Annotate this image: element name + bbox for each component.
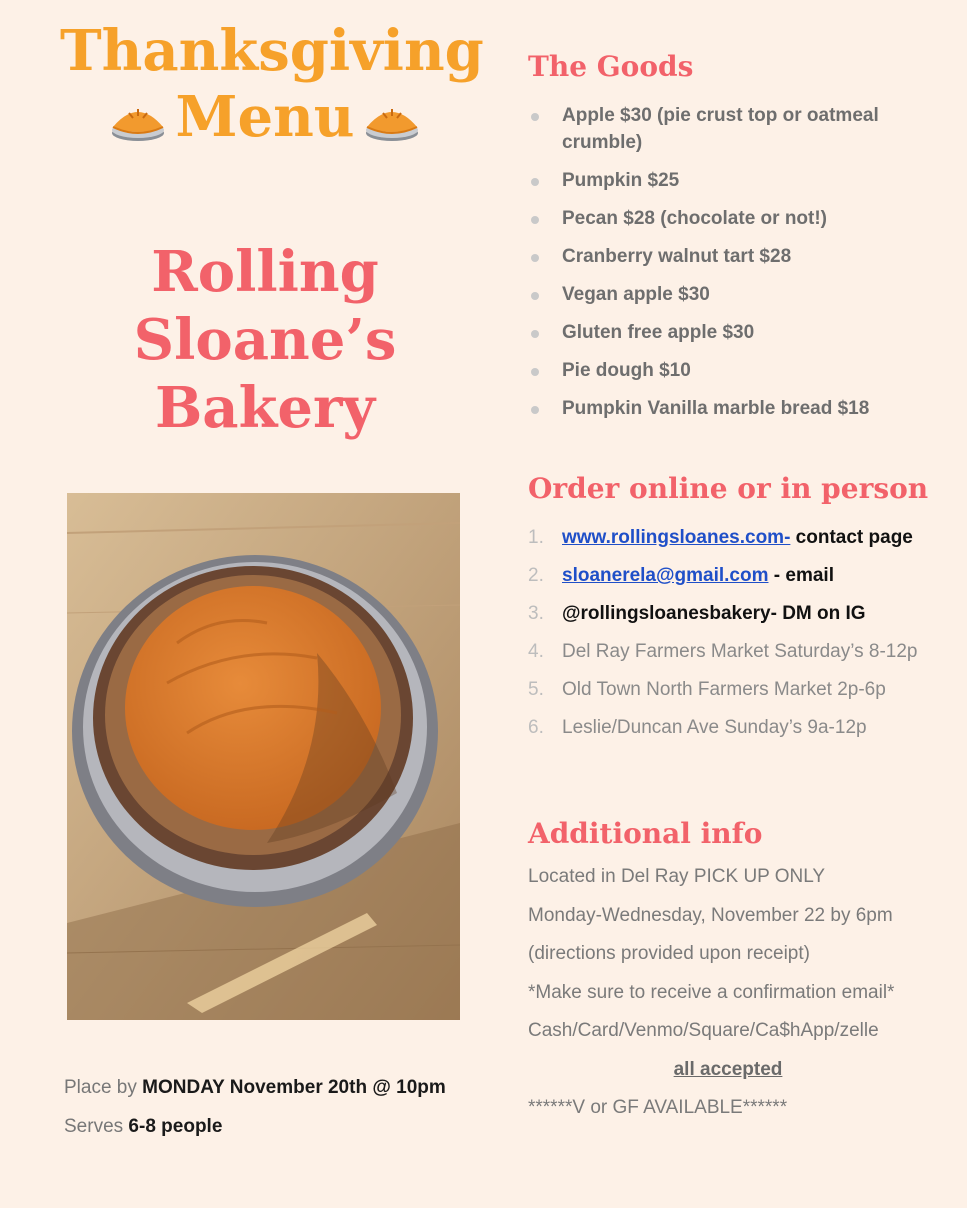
- goods-item: Cranberry walnut tart $28: [528, 243, 938, 270]
- order-heading: Order online or in person: [528, 472, 929, 505]
- order-item: 5. Old Town North Farmers Market 2p-6p: [528, 679, 886, 700]
- additional-info-heading: Additional info: [528, 817, 763, 850]
- goods-item: Pecan $28 (chocolate or not!): [528, 205, 938, 232]
- goods-item: Apple $30 (pie crust top or oatmeal crumble): [528, 102, 938, 156]
- instagram-handle: @rollingsloanesbakery- DM on IG: [562, 603, 866, 624]
- bakery-name: [60, 238, 470, 442]
- goods-list: [528, 102, 938, 433]
- order-list: [528, 524, 948, 752]
- order-item: 3. @rollingsloanesbakery- DM on IG: [528, 603, 866, 624]
- info-line: *Make sure to receive a confirmation email*: [528, 981, 895, 1003]
- menu-title: [60, 18, 484, 150]
- order-item: 4. Del Ray Farmers Market Saturday’s 8-12p: [528, 641, 918, 662]
- menu-title-line2: Menu: [60, 84, 470, 150]
- order-item: 6. Leslie/Duncan Ave Sunday’s 9a-12p: [528, 717, 867, 738]
- order-item: 1. www.rollingsloanes.com- contact page: [528, 527, 913, 548]
- info-line: (directions provided upon receipt): [528, 943, 810, 964]
- pie-icon: [363, 99, 421, 143]
- info-line: ******V or GF AVAILABLE******: [528, 1097, 788, 1118]
- goods-item: Gluten free apple $30: [528, 319, 938, 346]
- info-line: Monday-Wednesday, November 22 by 6pm: [528, 904, 893, 926]
- info-line: Located in Del Ray PICK UP ONLY: [528, 866, 826, 887]
- info-line: Cash/Card/Venmo/Square/Ca$hApp/zelle: [528, 1020, 879, 1041]
- menu-title-line1: Thanksgiving: [60, 18, 484, 84]
- order-deadline-info: [64, 1068, 446, 1146]
- serves-line: Serves 6-8 people: [64, 1116, 223, 1137]
- info-line: all accepted: [673, 1058, 783, 1080]
- bakery-name-line2: Sloane’s: [133, 307, 397, 373]
- place-by-line: Place by MONDAY November 20th @ 10pm: [64, 1077, 446, 1098]
- serves-count: 6-8 people: [128, 1116, 223, 1137]
- email-link[interactable]: sloanerela@gmail.com: [562, 565, 769, 586]
- goods-item: Vegan apple $30: [528, 281, 938, 308]
- order-item: 2. sloanerela@gmail.com - email: [528, 565, 834, 586]
- goods-item: Pumpkin Vanilla marble bread $18: [528, 395, 938, 422]
- goods-item: Pumpkin $25: [528, 167, 938, 194]
- pie-icon: [109, 99, 167, 143]
- bakery-name-line3: Bakery: [154, 375, 376, 441]
- website-link[interactable]: www.rollingsloanes.com-: [562, 527, 791, 548]
- pumpkin-pie-photo: [67, 493, 460, 1020]
- goods-item: Pie dough $10: [528, 357, 938, 384]
- place-by-date: MONDAY November 20th @ 10pm: [142, 1077, 446, 1098]
- goods-heading: The Goods: [528, 50, 694, 83]
- additional-info: [528, 858, 928, 1128]
- bakery-name-line1: Rolling: [151, 239, 379, 305]
